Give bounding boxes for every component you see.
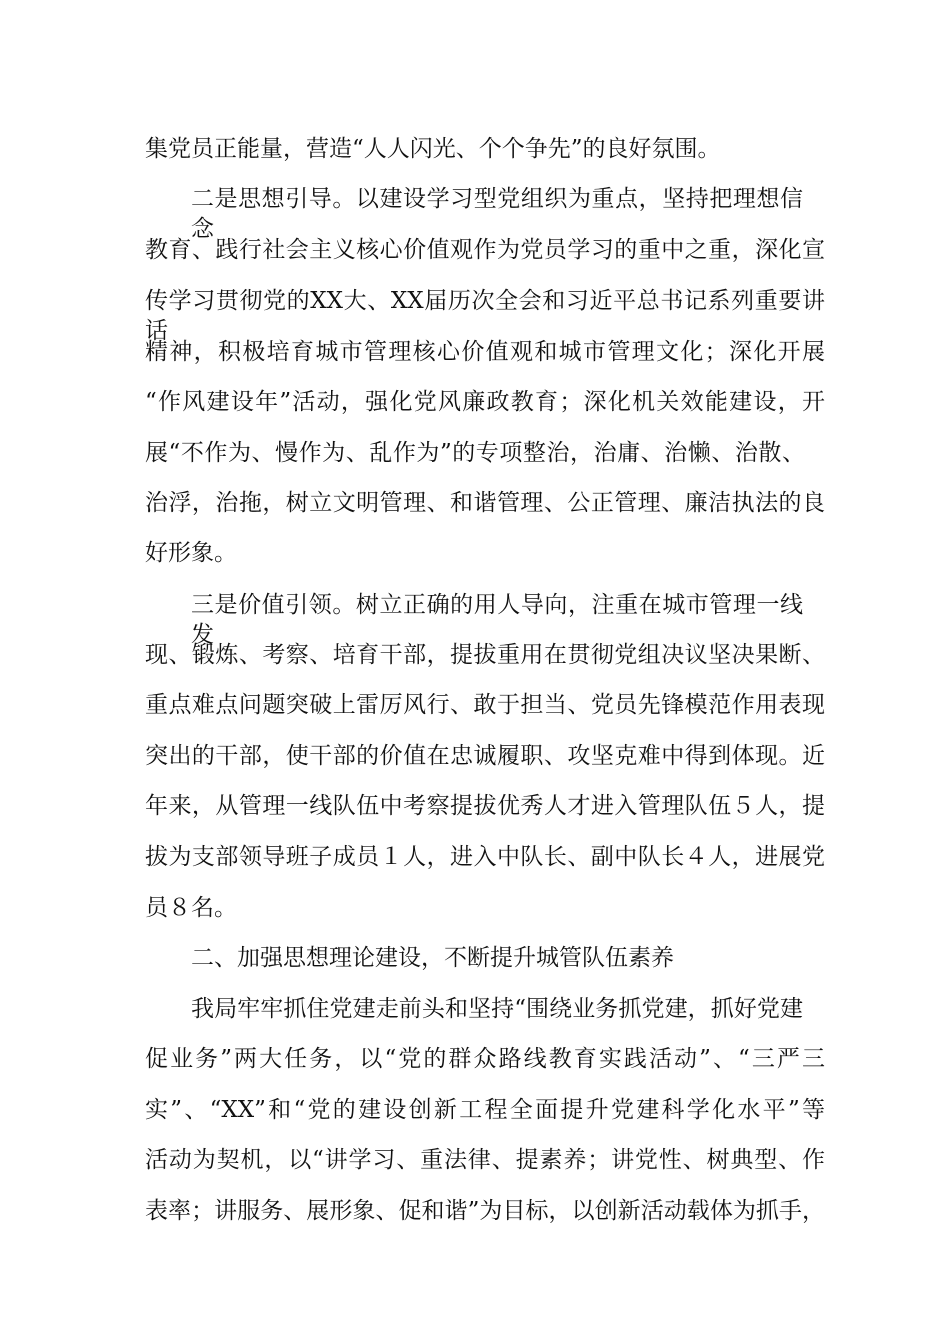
text-line: 实”、“XX”和“党的建设创新工程全面提升党建科学化水平”等 <box>145 1097 825 1123</box>
text-line: 现、锻炼、考察、培育干部，提拔重用在贯彻党组决议坚决果断、 <box>145 642 825 668</box>
text-line: 突出的干部，使干部的价值在忠诚履职、攻坚克难中得到体现。近 <box>145 743 825 769</box>
text-line: “作风建设年”活动，强化党风廉政教育；深化机关效能建设，开 <box>145 389 825 415</box>
text-line: 教育、践行社会主义核心价值观作为党员学习的重中之重，深化宣 <box>145 237 825 263</box>
text-line: 展“不作为、慢作为、乱作为”的专项整治，治庸、治懒、治散、 <box>145 440 805 466</box>
text-line: 集党员正能量，营造“人人闪光、个个争先”的良好氛围。 <box>145 136 721 162</box>
text-line: 好形象。 <box>145 540 237 566</box>
text-line: 重点难点问题突破上雷厉风行、敢于担当、党员先锋模范作用表现 <box>145 692 825 718</box>
text-line: 精神，积极培育城市管理核心价值观和城市管理文化；深化开展 <box>145 339 825 365</box>
paragraph-first-line: 我局牢牢抓住党建走前头和坚持“围绕业务抓党建，抓好党建 <box>191 996 803 1022</box>
paragraph-first-line: 三是价值引领。树立正确的用人导向，注重在城市管理一线发 <box>191 592 803 648</box>
text-line: 员８名。 <box>145 895 237 921</box>
text-line: 年来，从管理一线队伍中考察提拔优秀人才进入管理队伍５人，提 <box>145 793 825 819</box>
text-line: 传学习贯彻党的XX大、XX届历次全会和习近平总书记系列重要讲话 <box>145 288 825 344</box>
text-line: 促业务”两大任务，以“党的群众路线教育实践活动”、“三严三 <box>145 1046 825 1072</box>
section-heading: 二、加强思想理论建设，不断提升城管队伍素养 <box>191 945 674 971</box>
text-line: 活动为契机，以“讲学习、重法律、提素养；讲党性、树典型、作 <box>145 1147 825 1173</box>
text-line: 拔为支部领导班子成员１人，进入中队长、副中队长４人，进展党 <box>145 844 825 870</box>
text-line: 治浮，治拖，树立文明管理、和谐管理、公正管理、廉洁执法的良 <box>145 490 825 516</box>
text-line: 表率；讲服务、展形象、促和谐”为目标，以创新活动载体为抓手， <box>145 1198 825 1224</box>
paragraph-first-line: 二是思想引导。以建设学习型党组织为重点，坚持把理想信念 <box>191 186 803 242</box>
